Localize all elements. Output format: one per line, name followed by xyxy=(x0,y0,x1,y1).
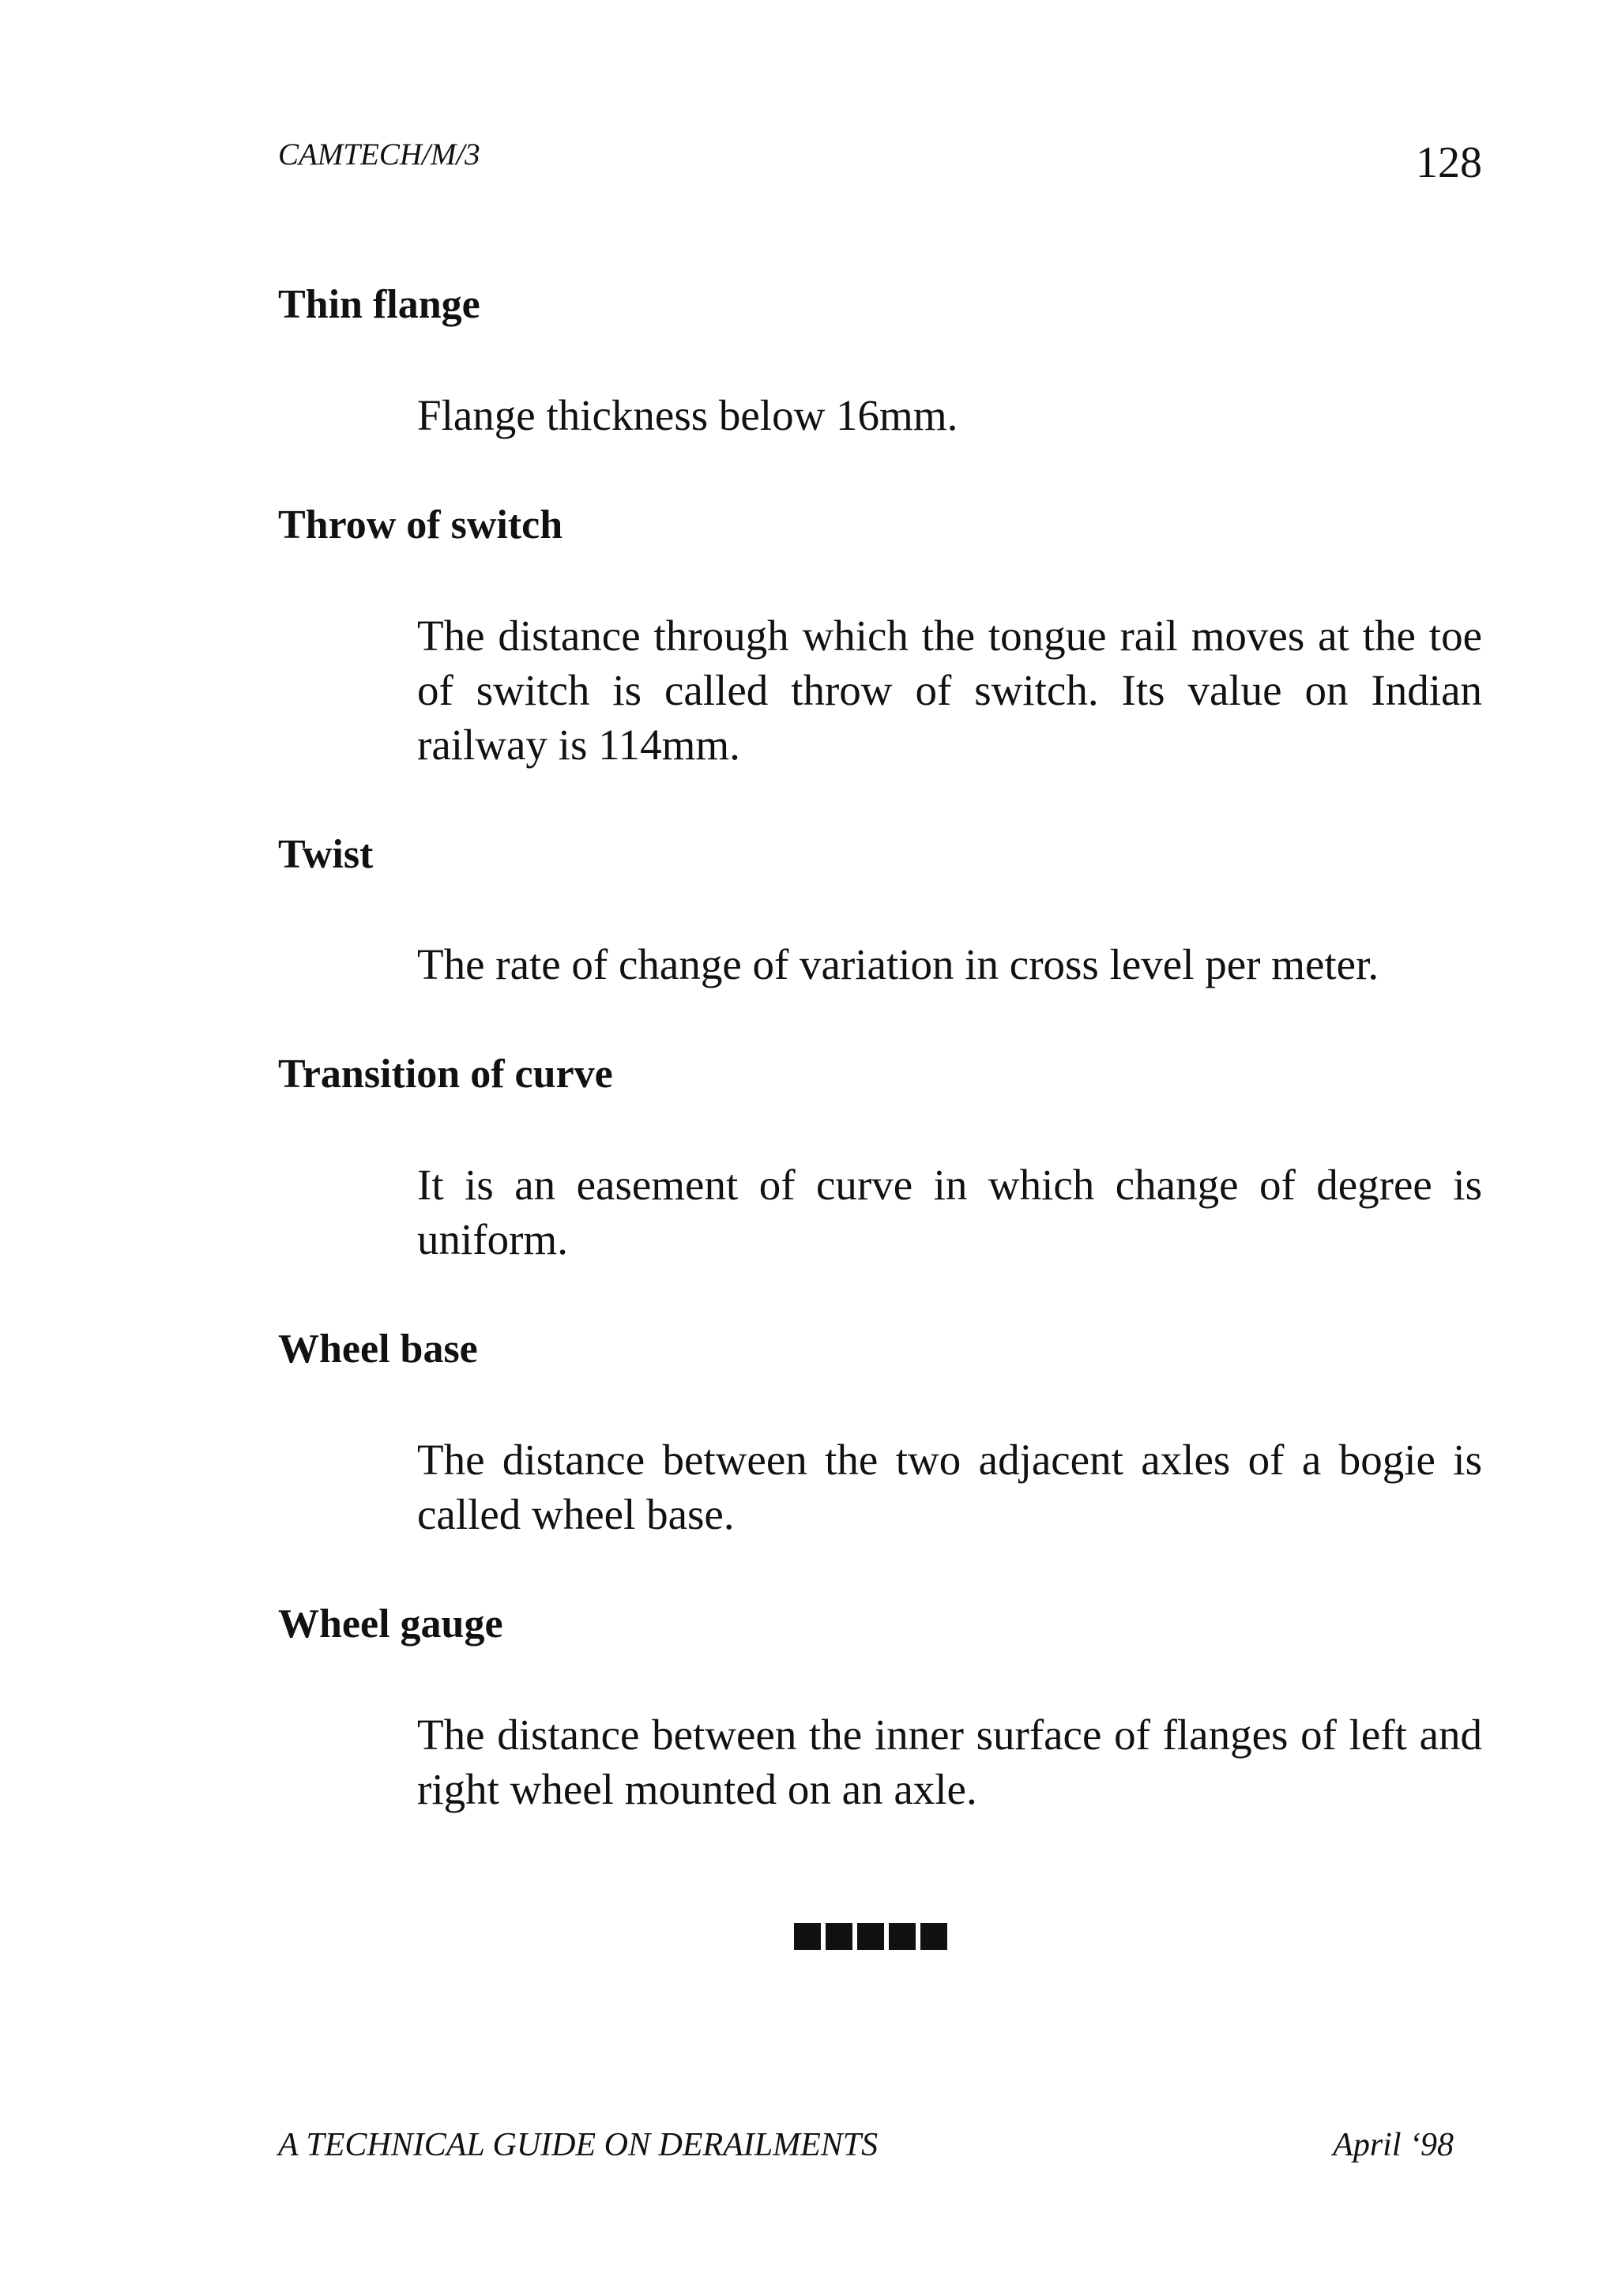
glossary-entry-transition-of-curve xyxy=(278,1051,1482,1267)
term-heading: Throw of switch xyxy=(278,502,563,548)
glossary-entry-wheel-base xyxy=(278,1326,1482,1541)
black-square-icon xyxy=(889,1923,916,1950)
term-definition: The rate of change of variation in cross level per meter. xyxy=(417,940,1379,989)
term-heading: Wheel base xyxy=(278,1327,478,1372)
term-definition: The distance between the two adjacent axles of a bogie is called wheel base. xyxy=(417,1435,1482,1538)
glossary-entry-twist xyxy=(278,831,1482,992)
term-heading: Thin flange xyxy=(278,282,480,327)
term-heading: Transition of curve xyxy=(278,1052,613,1097)
term-definition: The distance through which the tongue rail moves at the toe of switch is called throw of switch. Its value on Indian railway is 114mm. xyxy=(417,611,1482,769)
footer-title: A TECHNICAL GUIDE ON DERAILMENTS xyxy=(278,2127,879,2163)
glossary-entry-throw-of-switch xyxy=(278,502,1482,772)
term-definition: It is an easement of curve in which change of degree is uniform. xyxy=(417,1161,1482,1264)
page-number: 128 xyxy=(1416,138,1482,187)
end-of-section-marker xyxy=(794,1923,947,1950)
black-square-icon xyxy=(794,1923,821,1950)
glossary-entry-thin-flange xyxy=(278,281,1482,442)
term-definition: The distance between the inner surface of flanges of left and right wheel mounted on an axle. xyxy=(417,1710,1482,1813)
footer-date: April ‘98 xyxy=(1333,2127,1454,2163)
term-heading: Twist xyxy=(278,831,374,877)
term-heading: Wheel gauge xyxy=(278,1601,503,1647)
black-square-icon xyxy=(826,1923,852,1950)
glossary-entry-wheel-gauge xyxy=(278,1601,1482,1816)
glossary-content xyxy=(278,281,1482,1876)
black-square-icon xyxy=(920,1923,947,1950)
document-code: CAMTECH/M/3 xyxy=(278,137,480,171)
term-definition: Flange thickness below 16mm. xyxy=(417,390,958,439)
black-square-icon xyxy=(857,1923,884,1950)
